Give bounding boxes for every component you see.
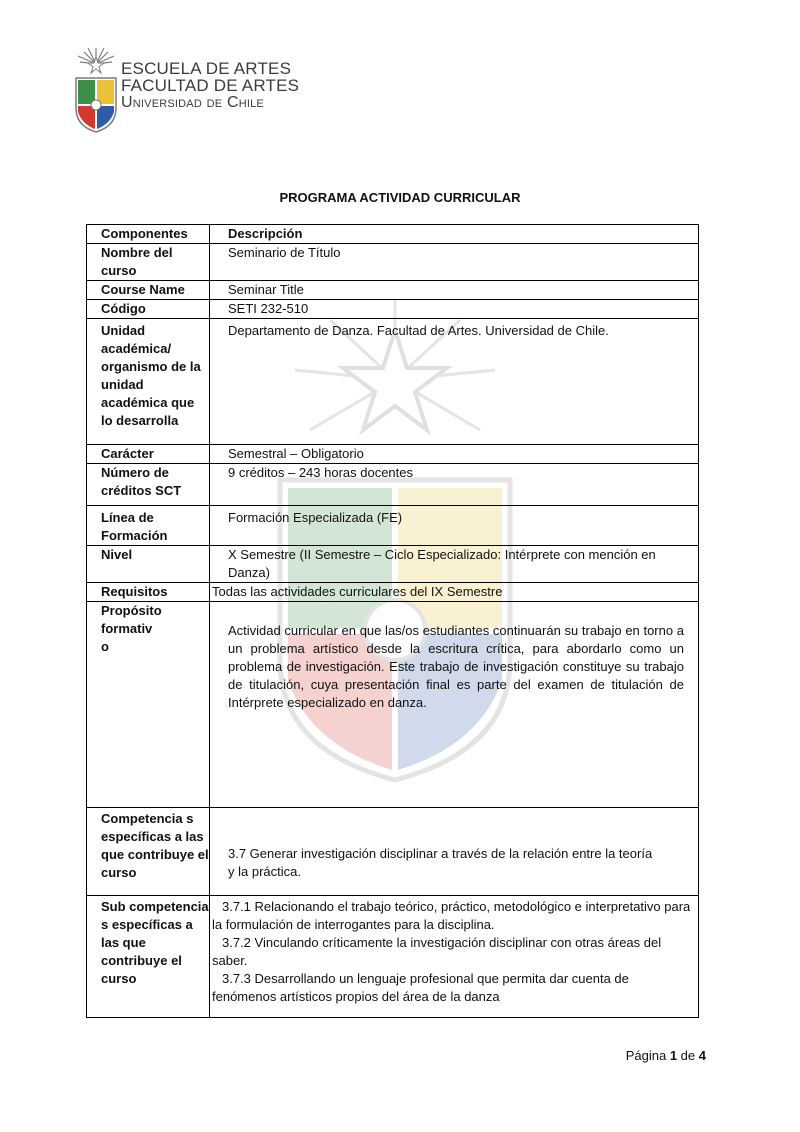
value-caracter: Semestral – Obligatorio [210,445,699,464]
sub-competencia-item: 3.7.2 Vinculando críticamente la investigación disciplinar con otras áreas del saber. [212,935,662,968]
table-header-row [87,225,699,244]
label-unidad-academica: Unidad académica/ organismo de la unidad académica que lo desarrolla [87,319,210,445]
label-linea-de-formacion: Línea de Formación [87,506,210,546]
value-proposito-formativo: Actividad curricular en que las/os estudiantes continuarán su trabajo en torno a un problema artístico desde la escritura crítica, para abordarlo como un problema de investigación. Este trabajo de investigación constituye su trabajo de titulación, cuya presentación final es parte del examen de titulación de Intérprete especializado en danza. [210,602,699,808]
value-unidad-academica: Departamento de Danza. Facultad de Artes. Universidad de Chile. [210,319,699,445]
table-row [87,808,699,896]
table-row [87,583,699,602]
label-competencias: Competencia s específicas a las que contribuye el curso [87,808,210,896]
value-nivel: X Semestre (II Semestre – Ciclo Especializado: Intérprete con mención en Danza) [210,546,699,583]
table-row [87,445,699,464]
table-row [87,244,699,281]
table-row [87,506,699,546]
header-componentes: Componentes [87,225,210,244]
label-requisitos: Requisitos [87,583,210,602]
header-descripcion: Descripción [210,225,699,244]
label-proposito-line: formativ [101,621,153,636]
label-nivel: Nivel [87,546,210,583]
value-requisitos: Todas las actividades curriculares del IX Semestre [210,583,699,602]
value-competencias: 3.7 Generar investigación disciplinar a través de la relación entre la teoría y la práctica. [210,808,699,896]
footer-separator: de [680,1048,696,1063]
value-creditos: 9 créditos – 243 horas docentes [210,464,699,506]
value-linea-de-formacion: Formación Especializada (FE) [210,506,699,546]
label-proposito-formativo [87,602,210,808]
value-codigo: SETI 232-510 [210,300,699,319]
label-caracter: Carácter [87,445,210,464]
value-nombre-del-curso: Seminario de Título [210,244,699,281]
value-sub-competencias [210,896,699,1018]
curricular-program-table [86,224,699,1018]
label-sub-competencias: Sub competencia s específicas a las que contribuye el curso [87,896,210,1018]
table-row [87,319,699,445]
page-footer [626,1048,706,1063]
label-creditos: Número de créditos SCT [87,464,210,506]
star-icon [88,57,104,73]
table-row [87,896,699,1018]
logo-wordmark [121,60,299,111]
table-row [87,464,699,506]
document-title: PROGRAMA ACTIVIDAD CURRICULAR [279,190,521,205]
footer-page-label: Página [625,1048,667,1063]
coat-of-arms-shield-icon [76,78,116,132]
logo-line-universidad: Universidad de Chile [121,94,264,111]
value-course-name: Seminar Title [210,281,699,300]
table-row [87,546,699,583]
label-course-name: Course Name [87,281,210,300]
table-row [87,300,699,319]
sub-competencia-item: 3.7.3 Desarrollando un lenguaje profesional que permita dar cuenta de fenómenos artísticos propios del área de la danza [212,971,629,1004]
label-proposito-line: o [101,639,109,654]
logo-line-facultad: FACULTAD DE ARTES [121,76,300,95]
footer-current-page: 1 [669,1048,678,1063]
logo-line-escuela: ESCUELA DE ARTES [121,59,292,78]
sub-competencia-item: 3.7.1 Relacionando el trabajo teórico, práctico, metodológico e interpretativo para la formulación de interrogantes para la disciplina. [212,899,691,932]
label-codigo: Código [87,300,210,319]
table-row [87,281,699,300]
table-row [87,602,699,808]
label-proposito-line: Propósito [101,603,162,618]
label-nombre-del-curso: Nombre del curso [87,244,210,281]
footer-total-pages: 4 [698,1048,706,1063]
